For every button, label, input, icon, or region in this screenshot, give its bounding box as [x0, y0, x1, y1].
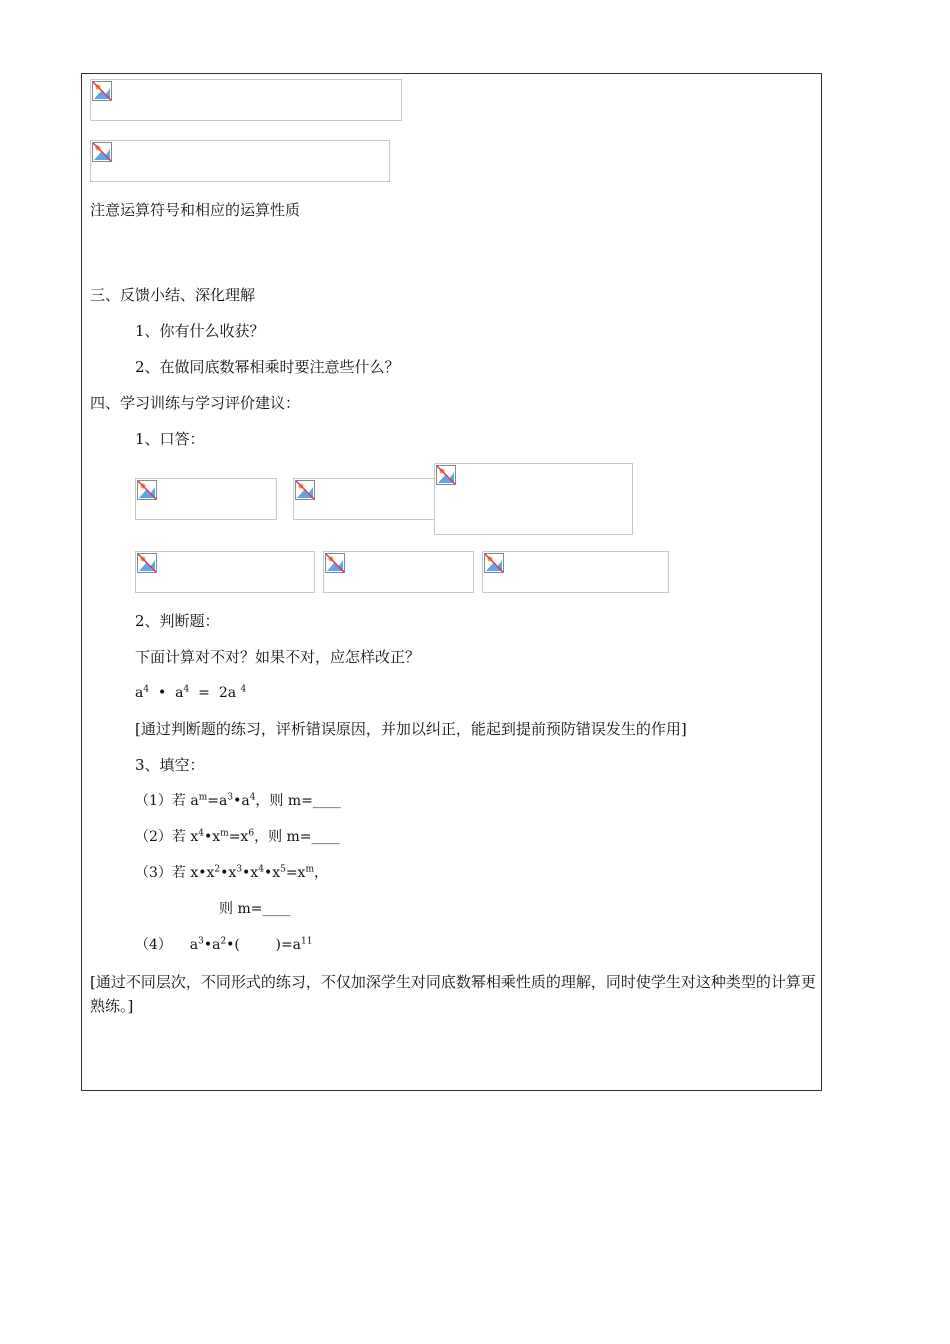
- section3-question-1: 1、你有什么收获？: [135, 322, 265, 340]
- image-placeholder-2: [90, 140, 390, 182]
- fill-item-3-answer: 则 m=____: [219, 901, 291, 917]
- broken-image-icon: [92, 142, 112, 162]
- broken-image-icon: [137, 553, 157, 573]
- oral-image-5: [323, 551, 474, 593]
- oral-image-6: [482, 551, 669, 593]
- image-placeholder-1: [90, 79, 402, 121]
- judge-comment: [通过判断题的练习，评析错误原因，并加以纠正，能起到提前预防错误发生的作用]: [135, 720, 687, 738]
- judge-label: 2、判断题：: [135, 612, 220, 630]
- note-text: 注意运算符号和相应的运算性质: [90, 201, 301, 219]
- section3-heading: 三、反馈小结、深化理解: [90, 286, 256, 304]
- broken-image-icon: [436, 465, 456, 485]
- oral-image-1: [135, 478, 277, 520]
- fill-item-2: （2）若 $x^4•x^m=x^6$，则 m=____: [135, 828, 340, 845]
- oral-label: 1、口答：: [135, 430, 205, 448]
- section3-question-2: 2、在做同底数幂相乘时要注意些什么？: [135, 358, 400, 376]
- judge-question: 下面计算对不对？如果不对，应怎样改正？: [135, 648, 421, 666]
- oral-image-2: [293, 478, 435, 520]
- broken-image-icon: [92, 81, 112, 101]
- oral-image-4: [135, 551, 315, 593]
- broken-image-icon: [484, 553, 504, 573]
- broken-image-icon: [295, 480, 315, 500]
- fill-item-3: （3）若 $x•x^2•x^3•x^4•x^5=x^m$，: [135, 864, 329, 881]
- judge-equation: $a^4$ • $a^4 = 2a$ $^4$: [135, 684, 247, 701]
- broken-image-icon: [325, 553, 345, 573]
- oral-image-3: [434, 463, 633, 535]
- fill-item-1: （1）若 $a^m=a^3•a^4$，则 m=____: [135, 792, 341, 809]
- fill-item-4: （4） $a^3•a^2•$( )$=a^{11}$: [135, 936, 313, 953]
- fill-label: 3、填空：: [135, 756, 205, 774]
- broken-image-icon: [137, 480, 157, 500]
- section4-heading: 四、学习训练与学习评价建议：: [90, 394, 301, 412]
- fill-comment: [通过不同层次，不同形式的练习，不仅加深学生对同底数幂相乘性质的理解，同时使学生对这种类型的计算更熟练。]: [90, 973, 816, 1015]
